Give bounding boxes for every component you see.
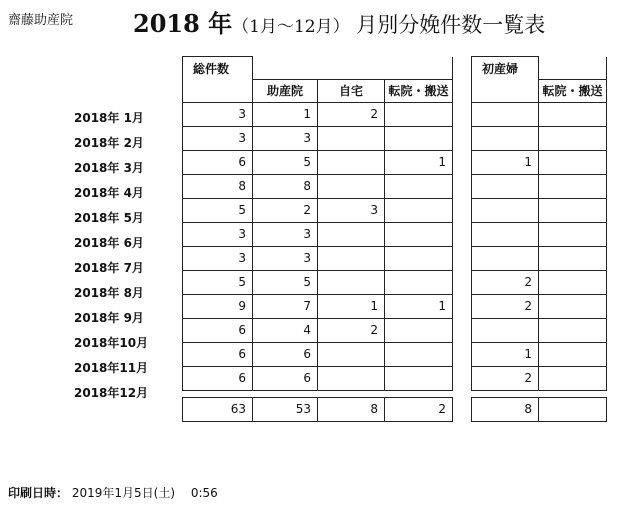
col-midwife: 助産院 xyxy=(253,79,318,102)
table-cell: 8 xyxy=(183,174,253,198)
table-cell xyxy=(539,174,607,198)
month-label: 2018年12月 xyxy=(74,386,149,400)
table-cell xyxy=(385,366,453,390)
table-cell: 2 xyxy=(318,102,385,126)
month-label: 2018年 1月 xyxy=(74,111,144,125)
table-cell xyxy=(385,102,453,126)
table-cell xyxy=(318,222,385,246)
table-cell: 3 xyxy=(253,126,318,150)
table-row xyxy=(183,318,607,342)
col-total: 総件数 xyxy=(183,57,253,80)
table-row xyxy=(183,366,607,390)
table-cell xyxy=(453,318,472,342)
table-row xyxy=(183,102,607,126)
delivery-table xyxy=(182,56,607,422)
clinic-name: 齋藤助産院 xyxy=(8,13,74,28)
table-cell: 3 xyxy=(318,198,385,222)
table-row xyxy=(183,222,607,246)
table-cell xyxy=(472,198,539,222)
table-cell xyxy=(385,126,453,150)
table-cell: 8 xyxy=(253,174,318,198)
table-cell xyxy=(472,126,539,150)
table-cell xyxy=(318,174,385,198)
table-cell: 2 xyxy=(472,366,539,390)
table-row xyxy=(183,342,607,366)
month-label: 2018年10月 xyxy=(74,336,149,350)
table-cell xyxy=(318,150,385,174)
printed-value: 2019年1月5日(土) 0:56 xyxy=(71,486,218,500)
table-cell: 5 xyxy=(183,270,253,294)
table-cell xyxy=(453,174,472,198)
table-cell: 6 xyxy=(183,318,253,342)
table-cell: 6 xyxy=(253,366,318,390)
table-cell xyxy=(385,198,453,222)
table-cell xyxy=(539,246,607,270)
table-cell xyxy=(453,126,472,150)
totals-row xyxy=(183,397,607,421)
table-cell: 7 xyxy=(253,294,318,318)
table-cell xyxy=(453,294,472,318)
col-first-transfer: 転院・搬送 xyxy=(539,79,607,102)
printed-label: 印刷日時： xyxy=(8,486,69,500)
table-cell xyxy=(453,270,472,294)
table-cell: 2 xyxy=(385,397,453,421)
table-cell xyxy=(539,198,607,222)
col-transfer: 転院・搬送 xyxy=(385,79,453,102)
table-cell xyxy=(453,366,472,390)
table-row xyxy=(183,126,607,150)
table-cell xyxy=(453,222,472,246)
month-label: 2018年 6月 xyxy=(74,236,144,250)
table-cell: 1 xyxy=(385,294,453,318)
table-cell xyxy=(318,270,385,294)
table-cell: 1 xyxy=(472,342,539,366)
table-cell: 3 xyxy=(253,222,318,246)
table-cell xyxy=(453,397,472,421)
table-cell xyxy=(472,222,539,246)
table-cell: 1 xyxy=(318,294,385,318)
table-cell: 3 xyxy=(183,102,253,126)
table-cell: 1 xyxy=(385,150,453,174)
table-cell xyxy=(539,342,607,366)
table-cell xyxy=(539,318,607,342)
table-cell xyxy=(453,198,472,222)
table-cell: 2 xyxy=(253,198,318,222)
month-label: 2018年 4月 xyxy=(74,186,144,200)
table-cell: 5 xyxy=(253,270,318,294)
table-cell: 1 xyxy=(253,102,318,126)
printed-datetime xyxy=(8,484,218,501)
table-cell: 3 xyxy=(253,246,318,270)
table-row xyxy=(183,150,607,174)
table-cell xyxy=(453,342,472,366)
page-title xyxy=(133,4,545,39)
title-year: 2018 年 xyxy=(133,9,233,38)
month-label: 2018年 9月 xyxy=(74,311,144,325)
table-cell xyxy=(385,222,453,246)
table-cell xyxy=(472,174,539,198)
col-home: 自宅 xyxy=(318,79,385,102)
table-cell: 8 xyxy=(318,397,385,421)
table-cell: 5 xyxy=(183,198,253,222)
col-first: 初産婦 xyxy=(472,57,539,80)
title-main: 月別分娩件数一覧表 xyxy=(356,13,546,37)
table-cell: 6 xyxy=(183,150,253,174)
table-cell: 2 xyxy=(318,318,385,342)
table-cell: 4 xyxy=(253,318,318,342)
table-cell: 8 xyxy=(472,397,539,421)
table-row xyxy=(183,270,607,294)
month-label: 2018年 2月 xyxy=(74,136,144,150)
table-cell xyxy=(385,246,453,270)
table-cell xyxy=(539,102,607,126)
table-row xyxy=(183,174,607,198)
table-cell: 2 xyxy=(472,270,539,294)
table-row xyxy=(183,246,607,270)
table-cell xyxy=(539,126,607,150)
table-cell xyxy=(472,102,539,126)
table-cell: 3 xyxy=(183,246,253,270)
table-cell xyxy=(453,102,472,126)
table-cell xyxy=(539,150,607,174)
month-labels xyxy=(74,106,148,406)
table-cell: 1 xyxy=(472,150,539,174)
table-cell xyxy=(385,174,453,198)
month-label: 2018年 8月 xyxy=(74,286,144,300)
title-range: （1月〜12月） xyxy=(232,17,350,37)
table-cell: 3 xyxy=(183,222,253,246)
table-cell: 6 xyxy=(183,366,253,390)
table-cell: 2 xyxy=(472,294,539,318)
table-cell xyxy=(539,294,607,318)
table-cell xyxy=(318,126,385,150)
table-cell xyxy=(539,270,607,294)
table-cell xyxy=(453,150,472,174)
header-row-2 xyxy=(183,79,607,102)
table-cell: 53 xyxy=(253,397,318,421)
month-label: 2018年 7月 xyxy=(74,261,144,275)
table-cell: 6 xyxy=(183,342,253,366)
table-cell: 3 xyxy=(183,126,253,150)
table-cell xyxy=(472,246,539,270)
table-cell xyxy=(318,366,385,390)
table-cell xyxy=(318,342,385,366)
table-row xyxy=(183,294,607,318)
table-row xyxy=(183,198,607,222)
table-cell: 63 xyxy=(183,397,253,421)
table-cell xyxy=(318,246,385,270)
table-cell xyxy=(453,246,472,270)
table-cell xyxy=(385,318,453,342)
table-cell: 6 xyxy=(253,342,318,366)
month-label: 2018年11月 xyxy=(74,361,149,375)
table-cell xyxy=(539,397,607,421)
table-cell xyxy=(539,366,607,390)
table-cell xyxy=(385,270,453,294)
month-label: 2018年 3月 xyxy=(74,161,144,175)
table-cell xyxy=(539,222,607,246)
table-cell xyxy=(472,318,539,342)
header-row-1 xyxy=(183,57,607,80)
month-label: 2018年 5月 xyxy=(74,211,144,225)
table-cell xyxy=(385,342,453,366)
table-cell: 5 xyxy=(253,150,318,174)
table-cell: 9 xyxy=(183,294,253,318)
